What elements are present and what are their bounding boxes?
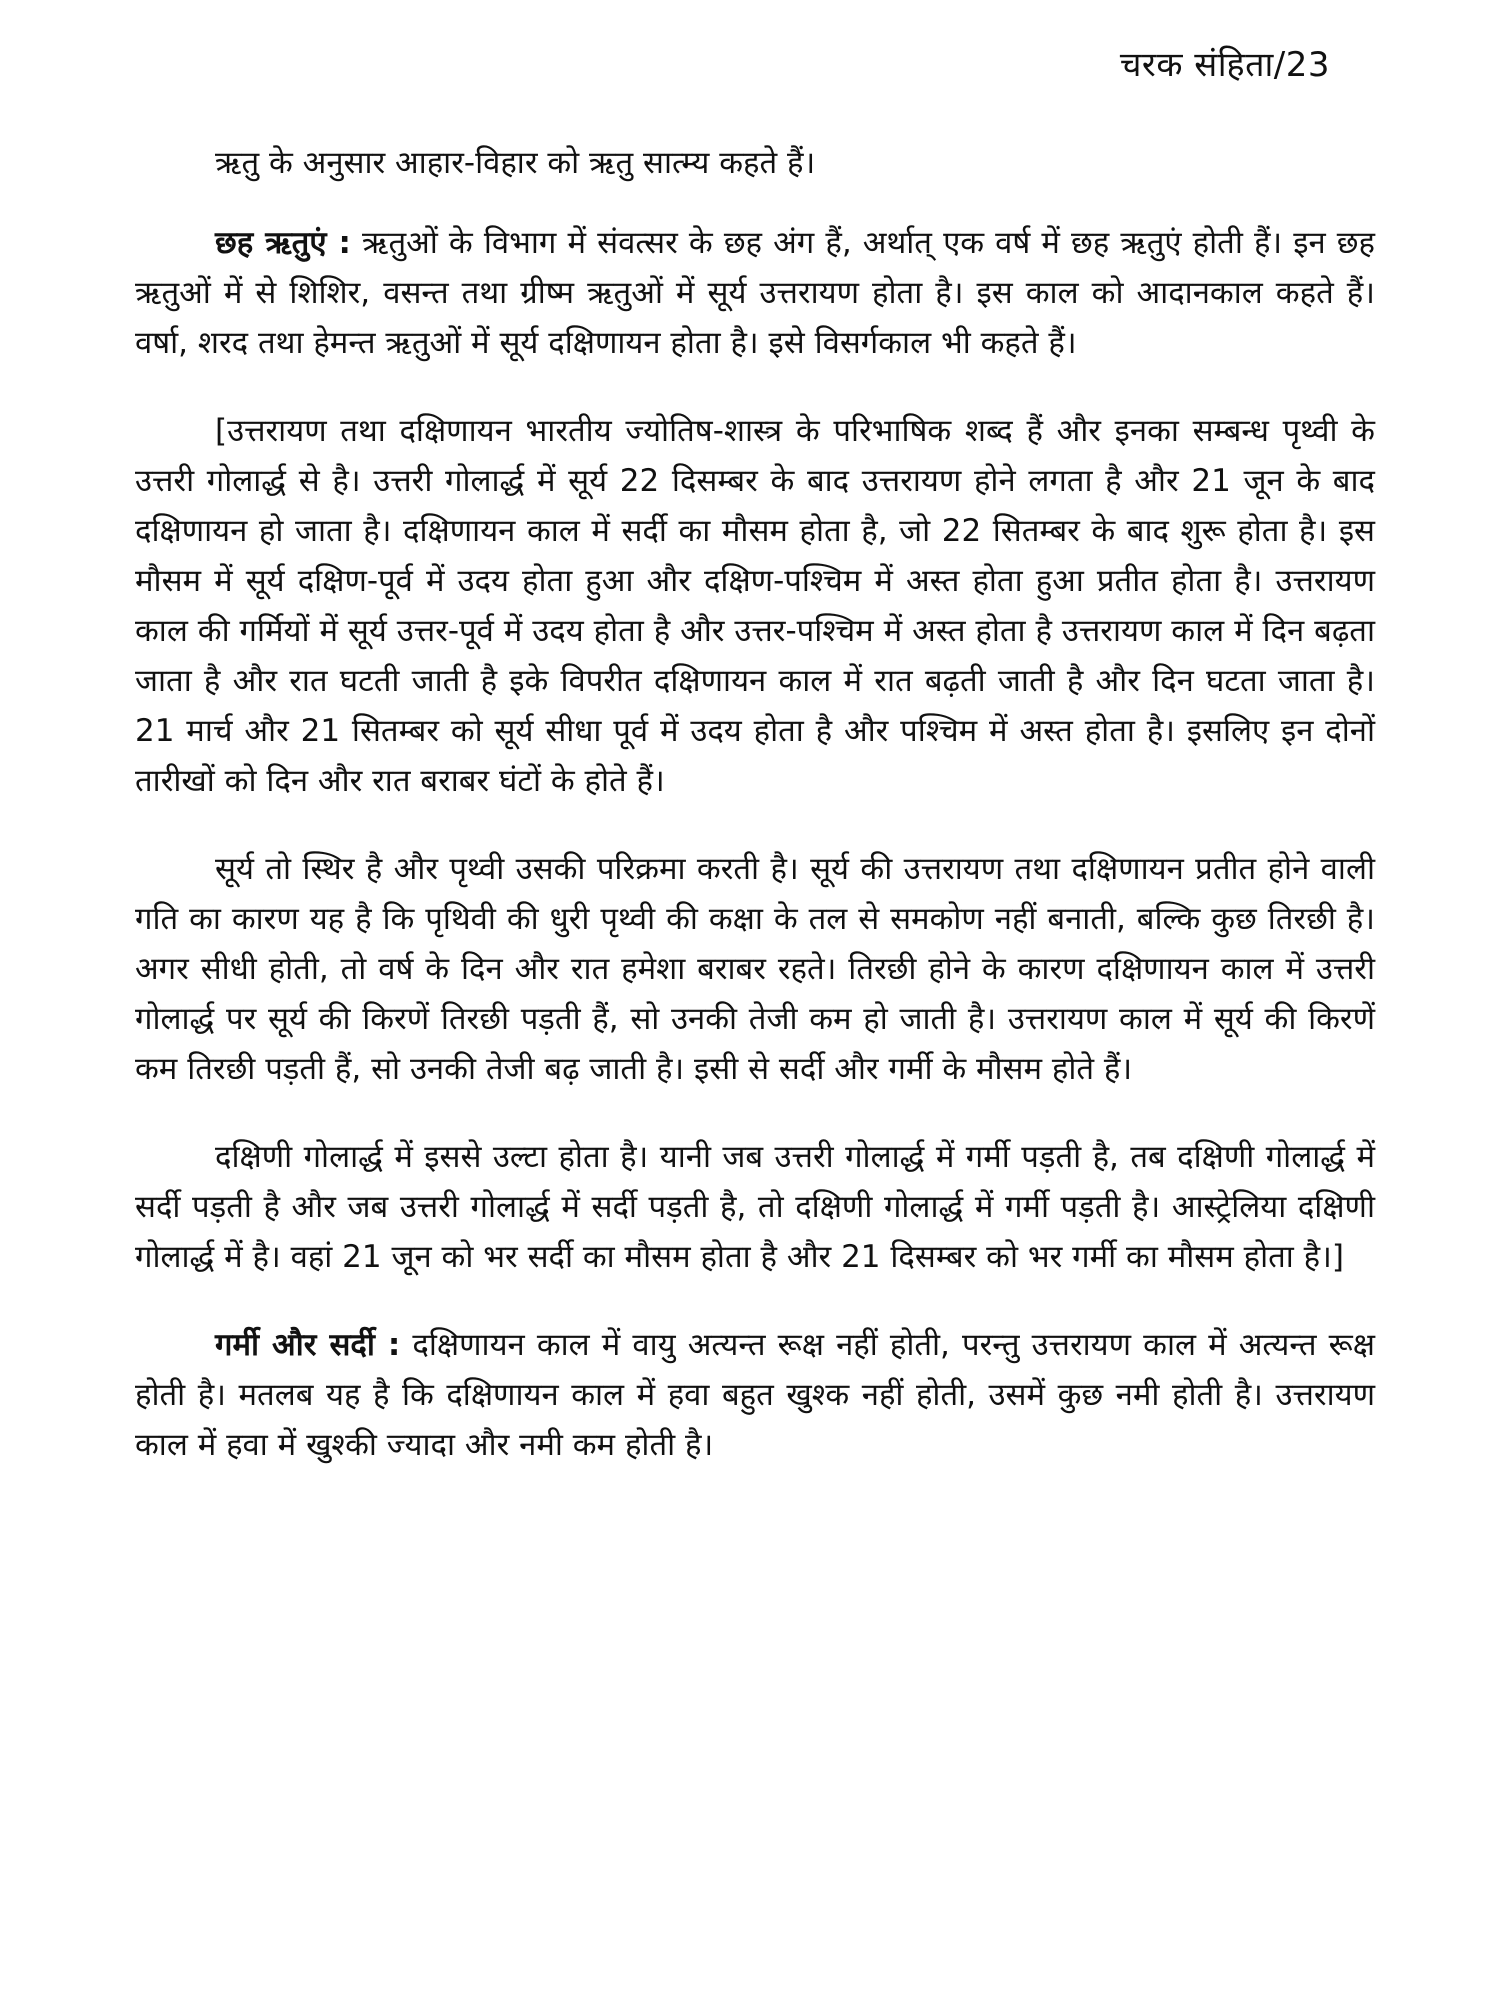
running-header: चरक संहिता/23 xyxy=(1119,45,1330,85)
paragraph-text: सूर्य तो स्थिर है और पृथ्वी उसकी परिक्रमा करती है। सूर्य की उत्तरायण तथा दक्षिणायन प्रतीत होने वाली गति का कारण यह है कि पृथिवी की धुरी पृथ्वी की कक्षा के तल से समकोण नहीं बनाती, बल्कि कुछ तिरछी है। अगर सीधी होती, तो वर्ष के दिन और रात हमेशा बराबर रहते। तिरछी होने के कारण दक्षिणायन काल में उत्तरी गोलार्द्ध पर सूर्य की किरणें तिरछी पड़ती हैं, सो उनकी तेजी कम हो जाती है। उत्तरायण काल में सूर्य की किरणें कम तिरछी पड़ती हैं, सो उनकी तेजी बढ़ जाती है। इसी से सर्दी और गर्मी के मौसम होते हैं। xyxy=(135,851,1375,1087)
paragraph-six-seasons xyxy=(135,218,1375,368)
paragraph-earth-axis xyxy=(135,844,1375,1094)
paragraph-text: दक्षिणी गोलार्द्ध में इससे उल्टा होता है। यानी जब उत्तरी गोलार्द्ध में गर्मी पड़ती है, तब दक्षिणी गोलार्द्ध में सर्दी पड़ती है और जब उत्तरी गोलार्द्ध में सर्दी पड़ती है, तो दक्षिणी गोलार्द्ध में गर्मी पड़ती है। आस्ट्रेलिया दक्षिणी गोलार्द्ध में है। वहां 21 जून को भर सर्दी का मौसम होता है और 21 दिसम्बर को भर गर्मी का मौसम होता है।] xyxy=(135,1139,1375,1275)
paragraph-southern-hemisphere xyxy=(135,1132,1375,1282)
paragraph-ritu-satmya xyxy=(135,138,1375,188)
paragraph-text: [उत्तरायण तथा दक्षिणायन भारतीय ज्योतिष-शास्त्र के परिभाषिक शब्द हैं और इनका सम्बन्ध पृथ्वी के उत्तरी गोलार्द्ध से है। उत्तरी गोलार्द्ध में सूर्य 22 दिसम्बर के बाद उत्तरायण होने लगता है और 21 जून के बाद दक्षिणायन हो जाता है। दक्षिणायन काल में सर्दी का मौसम होता है, जो 22 सितम्बर के बाद शुरू होता है। इस मौसम में सूर्य दक्षिण-पूर्व में उदय होता हुआ और दक्षिण-पश्चिम में अस्त होता हुआ प्रतीत होता है। उत्तरायण काल की गर्मियों में सूर्य उत्तर-पूर्व में उदय होता है और उत्तर-पश्चिम में अस्त होता है उत्तरायण काल में दिन बढ़ता जाता है और रात घटती जाती है इके विपरीत दक्षिणायन काल में रात बढ़ती जाती है और दिन घटता जाता है। 21 मार्च और 21 सितम्बर को सूर्य सीधा पूर्व में उदय होता है और पश्चिम में अस्त होता है। इसलिए इन दोनों तारीखों को दिन और रात बराबर घंटों के होते हैं। xyxy=(135,413,1375,799)
body-text xyxy=(135,138,1375,1508)
paragraph-uttarayan-dakshinayan xyxy=(135,406,1375,806)
paragraph-lead-heading: छह ऋतुएं : xyxy=(215,225,351,261)
paragraph-heat-and-cold xyxy=(135,1320,1375,1470)
paragraph-text: ऋतुओं के विभाग में संवत्सर के छह अंग हैं, अर्थात् एक वर्ष में छह ऋतुएं होती हैं। इन छह ऋतुओं में से शिशिर, वसन्त तथा ग्रीष्म ऋतुओं में सूर्य उत्तरायण होता है। इस काल को आदानकाल कहते हैं। वर्षा, शरद तथा हेमन्त ऋतुओं में सूर्य दक्षिणायन होता है। इसे विसर्गकाल भी कहते हैं। xyxy=(135,225,1375,361)
paragraph-lead-heading: गर्मी और सर्दी : xyxy=(215,1327,401,1363)
paragraph-text: ऋतु के अनुसार आहार-विहार को ऋतु सात्म्य कहते हैं। xyxy=(215,145,816,181)
paragraph-text: दक्षिणायन काल में वायु अत्यन्त रूक्ष नहीं होती, परन्तु उत्तरायण काल में अत्यन्त रूक्ष होती है। मतलब यह है कि दक्षिणायन काल में हवा बहुत खुश्क नहीं होती, उसमें कुछ नमी होती है। उत्तरायण काल में हवा में खुश्की ज्यादा और नमी कम होती है। xyxy=(135,1327,1375,1463)
